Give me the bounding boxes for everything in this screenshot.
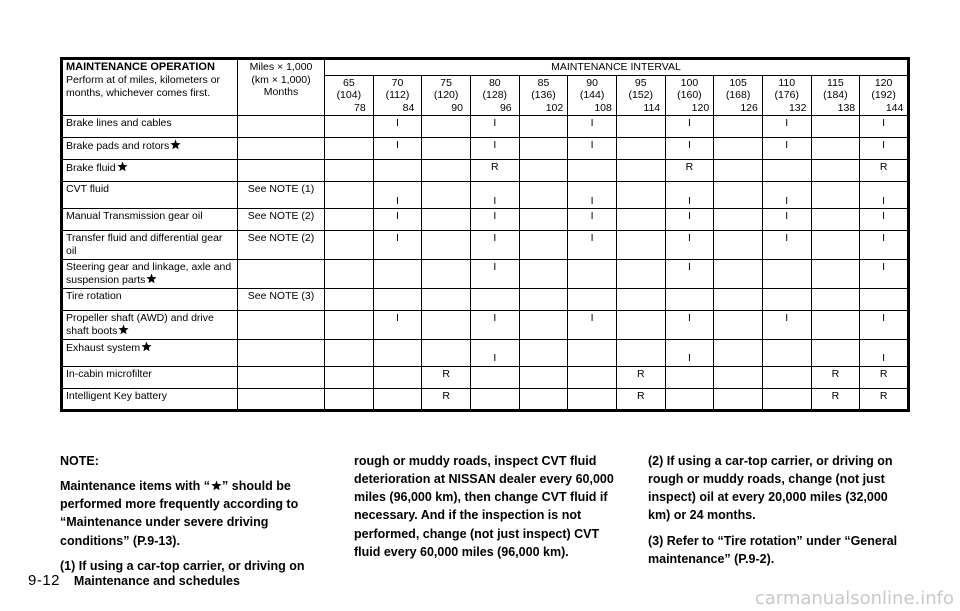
interval-mi: 120 [874, 76, 893, 89]
interval-km: (104) [336, 89, 362, 102]
interval-mark [422, 209, 471, 231]
interval-mark [519, 182, 568, 209]
interval-cell [665, 75, 714, 116]
interval-mark: I [860, 231, 909, 259]
interval-mo: 84 [402, 101, 415, 114]
item-cell [62, 310, 238, 339]
interval-mark [665, 288, 714, 310]
interval-mo: 90 [451, 101, 463, 114]
interval-mi: 105 [729, 76, 747, 89]
note-ref-cell [238, 138, 325, 160]
interval-mark [568, 339, 617, 366]
note-ref-cell [238, 366, 325, 388]
item-label: Brake fluid [66, 162, 116, 175]
interval-mark [616, 116, 665, 138]
interval-km: (176) [774, 89, 799, 102]
interval-mark [568, 366, 617, 388]
interval-mark [519, 209, 568, 231]
interval-mo: 138 [837, 101, 856, 114]
interval-mark: I [762, 182, 811, 209]
interval-mark [811, 138, 860, 160]
interval-mark [325, 231, 374, 259]
interval-cell [325, 75, 374, 116]
interval-mi: 75 [440, 76, 452, 89]
interval-mark [811, 209, 860, 231]
interval-mark: I [470, 259, 519, 288]
note-ref-cell [238, 160, 325, 182]
interval-mark [325, 116, 374, 138]
interval-mark: I [860, 182, 909, 209]
interval-mark: I [568, 209, 617, 231]
interval-cell [714, 75, 763, 116]
interval-km: (192) [871, 89, 896, 102]
interval-mark [568, 388, 617, 410]
item-label: Exhaust system [66, 341, 141, 354]
interval-mark [422, 310, 471, 339]
schedule-row [62, 209, 909, 231]
interval-mark [811, 259, 860, 288]
interval-mi: 95 [634, 76, 647, 89]
interval-mark [568, 259, 617, 288]
item-cell [62, 209, 238, 231]
interval-mark [422, 160, 471, 182]
interval-mark [762, 288, 811, 310]
interval-mark: I [762, 138, 811, 160]
interval-cell [811, 75, 860, 116]
star-icon [170, 139, 181, 150]
item-cell [62, 288, 238, 310]
item-cell [62, 160, 238, 182]
interval-km: (120) [433, 89, 459, 102]
interval-km: (144) [579, 89, 605, 102]
interval-mark: I [373, 231, 422, 259]
interval-mark [325, 310, 374, 339]
schedule-row [62, 138, 909, 160]
interval-mark [762, 259, 811, 288]
note-ref-cell [238, 339, 325, 366]
interval-mark: I [373, 138, 422, 160]
item-cell [62, 231, 238, 259]
item-label: Steering gear and linkage, axle and suspension parts [66, 260, 232, 287]
note-3: (3) Refer to “Tire rotation” under “General maintenance” (P.9-2). [648, 533, 898, 566]
interval-mark [811, 288, 860, 310]
interval-mark [714, 116, 763, 138]
interval-mark [811, 160, 860, 182]
interval-mark [616, 310, 665, 339]
interval-mark [519, 339, 568, 366]
interval-mark [519, 259, 568, 288]
interval-mark [714, 231, 763, 259]
note-ref-cell [238, 388, 325, 410]
interval-cell [373, 75, 422, 116]
schedule-row [62, 116, 909, 138]
interval-mark [373, 366, 422, 388]
interval-mark: I [470, 310, 519, 339]
interval-mark [422, 288, 471, 310]
interval-mark: I [373, 116, 422, 138]
header-row-1 [62, 59, 909, 76]
note-ref-cell [238, 116, 325, 138]
star-icon [146, 273, 157, 284]
schedule-row [62, 160, 909, 182]
interval-mark [422, 182, 471, 209]
note-ref-cell [238, 310, 325, 339]
schedule-row [62, 231, 909, 259]
interval-mark: I [470, 209, 519, 231]
star-icon [211, 480, 222, 491]
interval-mark [325, 388, 374, 410]
interval-km: (112) [385, 89, 410, 102]
interval-mark: I [373, 209, 422, 231]
interval-mo: 126 [740, 101, 758, 114]
item-label: In-cabin microfilter [66, 367, 152, 380]
interval-km: (152) [628, 89, 654, 102]
interval-mark: I [373, 310, 422, 339]
interval-mark: R [422, 366, 471, 388]
item-cell [62, 366, 238, 388]
interval-mark [422, 138, 471, 160]
note-ref-cell: See NOTE (2) [238, 231, 325, 259]
interval-mark: R [616, 388, 665, 410]
interval-mark: I [665, 209, 714, 231]
interval-mark [519, 288, 568, 310]
item-label: Transfer fluid and differential gear oil [66, 232, 223, 257]
interval-mark [373, 259, 422, 288]
watermark: carmanualsonline.info [754, 588, 954, 609]
interval-mo: 114 [643, 101, 661, 114]
interval-mark: I [860, 209, 909, 231]
interval-mi: 85 [537, 76, 550, 89]
note-1-start: (1) If using a car-top carrier, or driving on [60, 558, 305, 573]
maintenance-interval-header: MAINTENANCE INTERVAL [325, 59, 909, 76]
interval-mark: I [762, 209, 811, 231]
interval-mark [519, 310, 568, 339]
notes-heading: NOTE: [60, 454, 99, 468]
interval-mark [325, 259, 374, 288]
interval-mark: I [470, 116, 519, 138]
page-footer [28, 572, 240, 589]
units-miles: Miles × 1,000 [249, 61, 313, 73]
interval-mark [616, 182, 665, 209]
section-title: Maintenance and schedules [73, 574, 240, 588]
interval-mark: I [665, 138, 714, 160]
note-ref-cell [238, 259, 325, 288]
note-1-continued: rough or muddy roads, inspect CVT fluid deterioration at NISSAN dealer every 60,000 miles (96,000 km), then change CVT fluid if necessary. And if the inspection is not performed, change (not just inspect) CVT fluid every 60,000 miles (96,000 km). [354, 454, 614, 559]
interval-mark [616, 138, 665, 160]
page-number: 9-12 [28, 572, 61, 589]
interval-mark [568, 160, 617, 182]
header-title: MAINTENANCE OPERATION [66, 61, 215, 73]
interval-mark [325, 366, 374, 388]
interval-mark [422, 231, 471, 259]
interval-mark [762, 388, 811, 410]
interval-mark: I [860, 259, 909, 288]
interval-mi: 90 [586, 76, 598, 89]
item-cell [62, 182, 238, 209]
interval-mark: R [811, 366, 860, 388]
interval-mark: I [860, 116, 909, 138]
interval-mi: 115 [827, 76, 844, 89]
interval-mark [860, 288, 909, 310]
interval-mark [762, 366, 811, 388]
interval-km: (160) [677, 89, 702, 102]
interval-km: (128) [482, 89, 508, 102]
maintenance-schedule-table [60, 57, 910, 412]
interval-mark [665, 366, 714, 388]
interval-mark [714, 259, 763, 288]
interval-mark [762, 339, 811, 366]
interval-mark [519, 116, 568, 138]
notes-column-1 [60, 452, 322, 582]
interval-mark [519, 160, 568, 182]
interval-km: (136) [531, 89, 556, 102]
interval-mark: R [616, 366, 665, 388]
interval-mi: 65 [342, 76, 355, 89]
interval-km: (184) [823, 89, 848, 102]
interval-mo: 144 [885, 101, 904, 114]
interval-mark: R [665, 160, 714, 182]
interval-cell [568, 75, 617, 116]
interval-mark [665, 388, 714, 410]
interval-mark [519, 388, 568, 410]
interval-mark: R [811, 388, 860, 410]
interval-mark [714, 388, 763, 410]
note-severe-part-b: ” should be performed more frequently according to “Maintenance under severe driving conditions” (P.9-13). [60, 479, 299, 548]
interval-mi: 110 [778, 76, 796, 89]
interval-mark: I [860, 339, 909, 366]
interval-mark [519, 138, 568, 160]
interval-mark [470, 288, 519, 310]
interval-mark: I [762, 310, 811, 339]
interval-mark [325, 138, 374, 160]
interval-mark [811, 231, 860, 259]
item-label: Brake pads and rotors [66, 140, 170, 153]
interval-mo: 108 [594, 101, 612, 114]
interval-mark: I [470, 339, 519, 366]
interval-mark: I [860, 310, 909, 339]
interval-mark [373, 388, 422, 410]
item-label: Brake lines and cables [66, 117, 172, 130]
interval-mark [714, 310, 763, 339]
interval-mark [422, 116, 471, 138]
interval-km: (168) [725, 89, 751, 102]
interval-mark: I [665, 116, 714, 138]
item-label: Propeller shaft (AWD) and drive shaft boots [66, 311, 214, 338]
interval-mark [714, 182, 763, 209]
maintenance-operation-header [62, 59, 238, 116]
item-label: Intelligent Key battery [66, 389, 167, 402]
interval-mark [811, 182, 860, 209]
star-icon [117, 161, 128, 172]
interval-mark [519, 366, 568, 388]
interval-mark [568, 288, 617, 310]
interval-mark: I [568, 310, 617, 339]
units-header [238, 59, 325, 116]
interval-mark: I [665, 259, 714, 288]
interval-mark [616, 209, 665, 231]
interval-mark: I [373, 182, 422, 209]
interval-mark [811, 310, 860, 339]
interval-cell [616, 75, 665, 116]
interval-cell [519, 75, 568, 116]
interval-mo: 120 [691, 101, 710, 114]
interval-mark [325, 288, 374, 310]
item-cell [62, 339, 238, 366]
interval-mo: 78 [353, 101, 366, 114]
item-cell [62, 259, 238, 288]
interval-mark [325, 160, 374, 182]
schedule-row [62, 259, 909, 288]
interval-mark [470, 366, 519, 388]
item-label: CVT fluid [66, 183, 109, 196]
interval-mark [616, 259, 665, 288]
schedule-row [62, 182, 909, 209]
interval-mark: I [665, 310, 714, 339]
interval-mark [616, 231, 665, 259]
interval-mark [714, 288, 763, 310]
interval-cell [422, 75, 471, 116]
interval-mark: I [665, 231, 714, 259]
interval-mark: I [470, 182, 519, 209]
interval-mark [325, 182, 374, 209]
interval-mark [325, 209, 374, 231]
interval-mark [616, 339, 665, 366]
schedule-row [62, 339, 909, 366]
interval-mark: I [568, 182, 617, 209]
interval-mark [762, 160, 811, 182]
item-label: Tire rotation [66, 289, 122, 302]
schedule-row [62, 310, 909, 339]
interval-mark: I [568, 231, 617, 259]
schedule-row [62, 388, 909, 410]
interval-mo: 132 [788, 101, 807, 114]
schedule-row [62, 366, 909, 388]
interval-mark [714, 138, 763, 160]
interval-mark [714, 366, 763, 388]
interval-mark [373, 288, 422, 310]
interval-cell [860, 75, 909, 116]
interval-mark: I [665, 182, 714, 209]
interval-mark: R [860, 388, 909, 410]
interval-cell [470, 75, 519, 116]
interval-mark: I [860, 138, 909, 160]
schedule-body [62, 116, 909, 411]
interval-mark: I [665, 339, 714, 366]
schedule-row [62, 288, 909, 310]
interval-mark [714, 160, 763, 182]
interval-mark [470, 388, 519, 410]
interval-mark: I [568, 138, 617, 160]
interval-mark [422, 259, 471, 288]
interval-mark [325, 339, 374, 366]
star-icon [141, 341, 152, 352]
item-cell [62, 388, 238, 410]
interval-mark: R [422, 388, 471, 410]
interval-mark: I [470, 138, 519, 160]
note-ref-cell: See NOTE (1) [238, 182, 325, 209]
note-ref-cell: See NOTE (3) [238, 288, 325, 310]
interval-mark: I [470, 231, 519, 259]
interval-mi: 80 [488, 76, 501, 89]
interval-mi: 70 [391, 76, 404, 89]
notes-column-3 [648, 452, 910, 575]
header-description: Perform at of miles, kilometers or months, whichever comes first. [66, 74, 221, 99]
note-ref-cell: See NOTE (2) [238, 209, 325, 231]
item-cell [62, 138, 238, 160]
interval-mark [519, 231, 568, 259]
interval-mark [422, 339, 471, 366]
interval-mark [616, 160, 665, 182]
interval-mark [714, 339, 763, 366]
item-cell [62, 116, 238, 138]
interval-mark [811, 116, 860, 138]
note-severe-conditions [60, 477, 322, 550]
interval-mo: 96 [499, 101, 512, 114]
interval-mark: I [762, 231, 811, 259]
interval-mark: R [470, 160, 519, 182]
units-months: Months [263, 86, 299, 99]
interval-mi: 100 [680, 76, 699, 89]
star-icon [118, 324, 129, 335]
interval-mark: R [860, 160, 909, 182]
note-severe-part-a: Maintenance items with “ [60, 479, 211, 494]
interval-cell [762, 75, 811, 116]
units-km: (km × 1,000) [251, 73, 311, 86]
interval-mark: R [860, 366, 909, 388]
notes-column-2 [354, 452, 616, 568]
interval-mark: I [762, 116, 811, 138]
interval-mark [811, 339, 860, 366]
interval-mark [373, 160, 422, 182]
interval-mark [373, 339, 422, 366]
interval-mo: 102 [545, 101, 564, 114]
interval-mark [616, 288, 665, 310]
note-2: (2) If using a car-top carrier, or driving on rough or muddy roads, change (not just inspect) oil at every 20,000 miles (32,000 km) or 24 months. [648, 454, 893, 523]
interval-mark [714, 209, 763, 231]
interval-mark: I [568, 116, 617, 138]
item-label: Manual Transmission gear oil [66, 210, 203, 223]
